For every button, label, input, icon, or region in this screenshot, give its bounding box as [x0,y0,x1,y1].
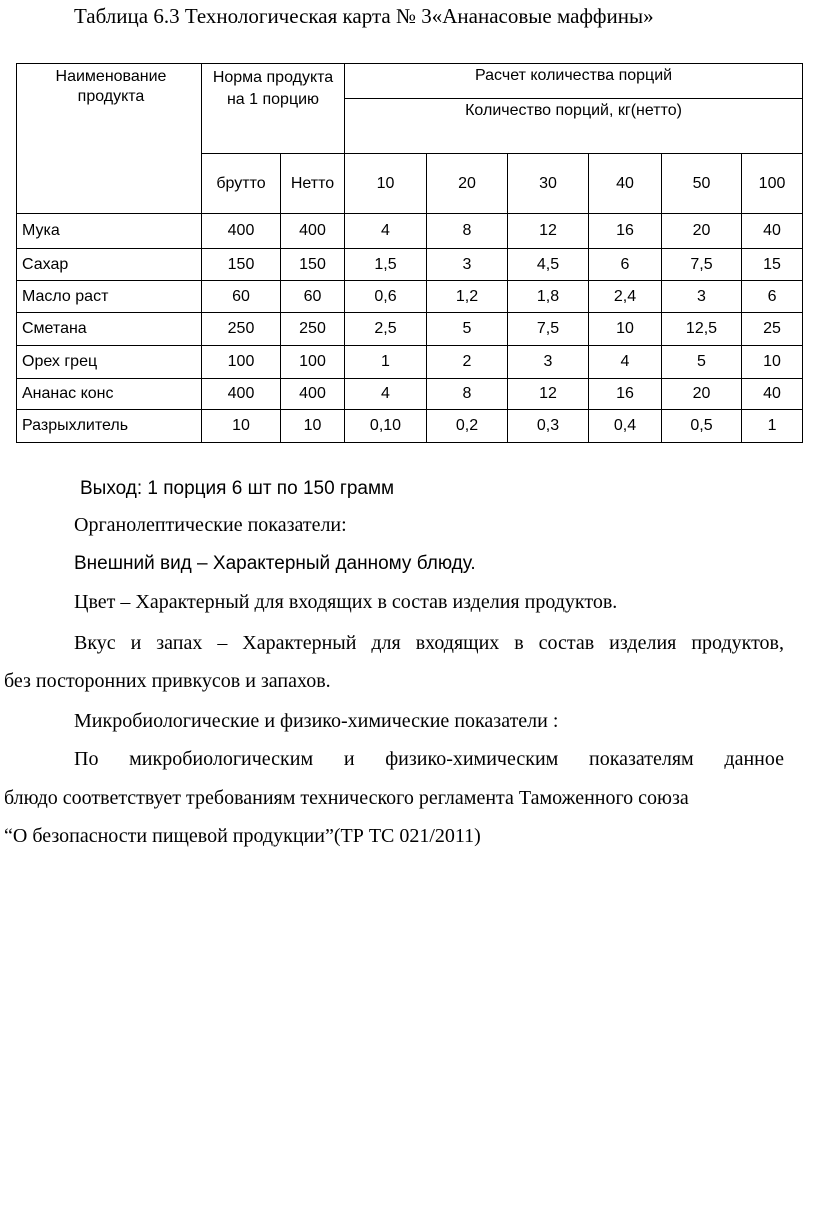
value-cell: 150 [281,249,345,281]
value-cell: 100 [202,346,281,379]
value-cell: 150 [202,249,281,281]
value-cell: 60 [281,281,345,313]
output-line: Выход: 1 порция 6 шт по 150 грамм [80,478,395,499]
value-cell: 4 [345,214,427,249]
value-cell: 250 [202,313,281,346]
table-row [17,214,803,249]
value-cell: 3 [427,249,508,281]
value-cell: 12 [508,379,589,410]
header-portion-quantity: Количество порций, кг(нетто) [345,99,803,154]
value-cell: 15 [742,249,803,281]
value-cell: 5 [662,346,742,379]
value-cell: 1 [742,410,803,443]
value-cell: 100 [281,346,345,379]
header-portions-30: 30 [508,154,589,214]
value-cell: 400 [202,379,281,410]
value-cell: 400 [281,379,345,410]
value-cell: 1 [345,346,427,379]
color-line: Цвет – Характерный для входящих в состав изделия продуктов. [74,591,618,613]
product-name-cell: Мука [17,214,202,249]
value-cell: 0,3 [508,410,589,443]
value-cell: 3 [662,281,742,313]
value-cell: 8 [427,214,508,249]
appearance-line: Внешний вид – Характерный данному блюду. [74,553,476,574]
micro-heading: Микробиологические и физико-химические показатели : [74,710,559,732]
value-cell: 1,2 [427,281,508,313]
value-cell: 4 [589,346,662,379]
value-cell: 2 [427,346,508,379]
value-cell: 10 [202,410,281,443]
table-row [17,281,803,313]
value-cell: 4,5 [508,249,589,281]
value-cell: 400 [281,214,345,249]
value-cell: 0,5 [662,410,742,443]
taste-line-1: Вкус и запах – Характерный для входящих в состав изделия продуктов, [74,632,784,654]
value-cell: 0,6 [345,281,427,313]
header-norm: Норма продукта на 1 порцию [202,64,345,154]
table-row [17,313,803,346]
value-cell: 250 [281,313,345,346]
tech-card-table [16,63,803,443]
micro-line-2: блюдо соответствует требованиям технического регламента Таможенного союза [4,787,689,809]
value-cell: 10 [589,313,662,346]
value-cell: 20 [662,379,742,410]
value-cell: 10 [742,346,803,379]
value-cell: 0,2 [427,410,508,443]
header-portions-10: 10 [345,154,427,214]
value-cell: 16 [589,379,662,410]
product-name-cell: Сахар [17,249,202,281]
value-cell: 12,5 [662,313,742,346]
header-brutto: брутто [202,154,281,214]
micro-line-1: По микробиологическим и физико-химическим показателям данное [74,748,784,770]
value-cell: 25 [742,313,803,346]
value-cell: 4 [345,379,427,410]
product-name-cell: Масло раст [17,281,202,313]
value-cell: 3 [508,346,589,379]
value-cell: 1,5 [345,249,427,281]
header-calc-portions: Расчет количества порций [345,64,803,99]
value-cell: 10 [281,410,345,443]
table-row [17,410,803,443]
table-row [17,379,803,410]
value-cell: 6 [742,281,803,313]
value-cell: 6 [589,249,662,281]
header-product-name: Наименование продукта [17,64,202,214]
value-cell: 40 [742,214,803,249]
value-cell: 8 [427,379,508,410]
value-cell: 0,10 [345,410,427,443]
organoleptic-heading: Органолептические показатели: [74,514,347,536]
header-portions-100: 100 [742,154,803,214]
product-name-cell: Разрыхлитель [17,410,202,443]
value-cell: 400 [202,214,281,249]
product-name-cell: Сметана [17,313,202,346]
value-cell: 7,5 [662,249,742,281]
value-cell: 5 [427,313,508,346]
header-portions-20: 20 [427,154,508,214]
micro-line-3: “О безопасности пищевой продукции”(ТР ТС 021/2011) [4,825,481,847]
value-cell: 1,8 [508,281,589,313]
value-cell: 7,5 [508,313,589,346]
header-portions-40: 40 [589,154,662,214]
value-cell: 20 [662,214,742,249]
product-name-cell: Орех грец [17,346,202,379]
table-title: Таблица 6.3 Технологическая карта № 3«Ананасовые маффины» [74,4,654,28]
header-netto: Нетто [281,154,345,214]
value-cell: 16 [589,214,662,249]
value-cell: 2,4 [589,281,662,313]
value-cell: 2,5 [345,313,427,346]
product-name-cell: Ананас конс [17,379,202,410]
value-cell: 40 [742,379,803,410]
value-cell: 12 [508,214,589,249]
value-cell: 60 [202,281,281,313]
taste-line-2: без посторонних привкусов и запахов. [4,670,331,692]
table-row [17,346,803,379]
header-portions-50: 50 [662,154,742,214]
value-cell: 0,4 [589,410,662,443]
table-row [17,249,803,281]
